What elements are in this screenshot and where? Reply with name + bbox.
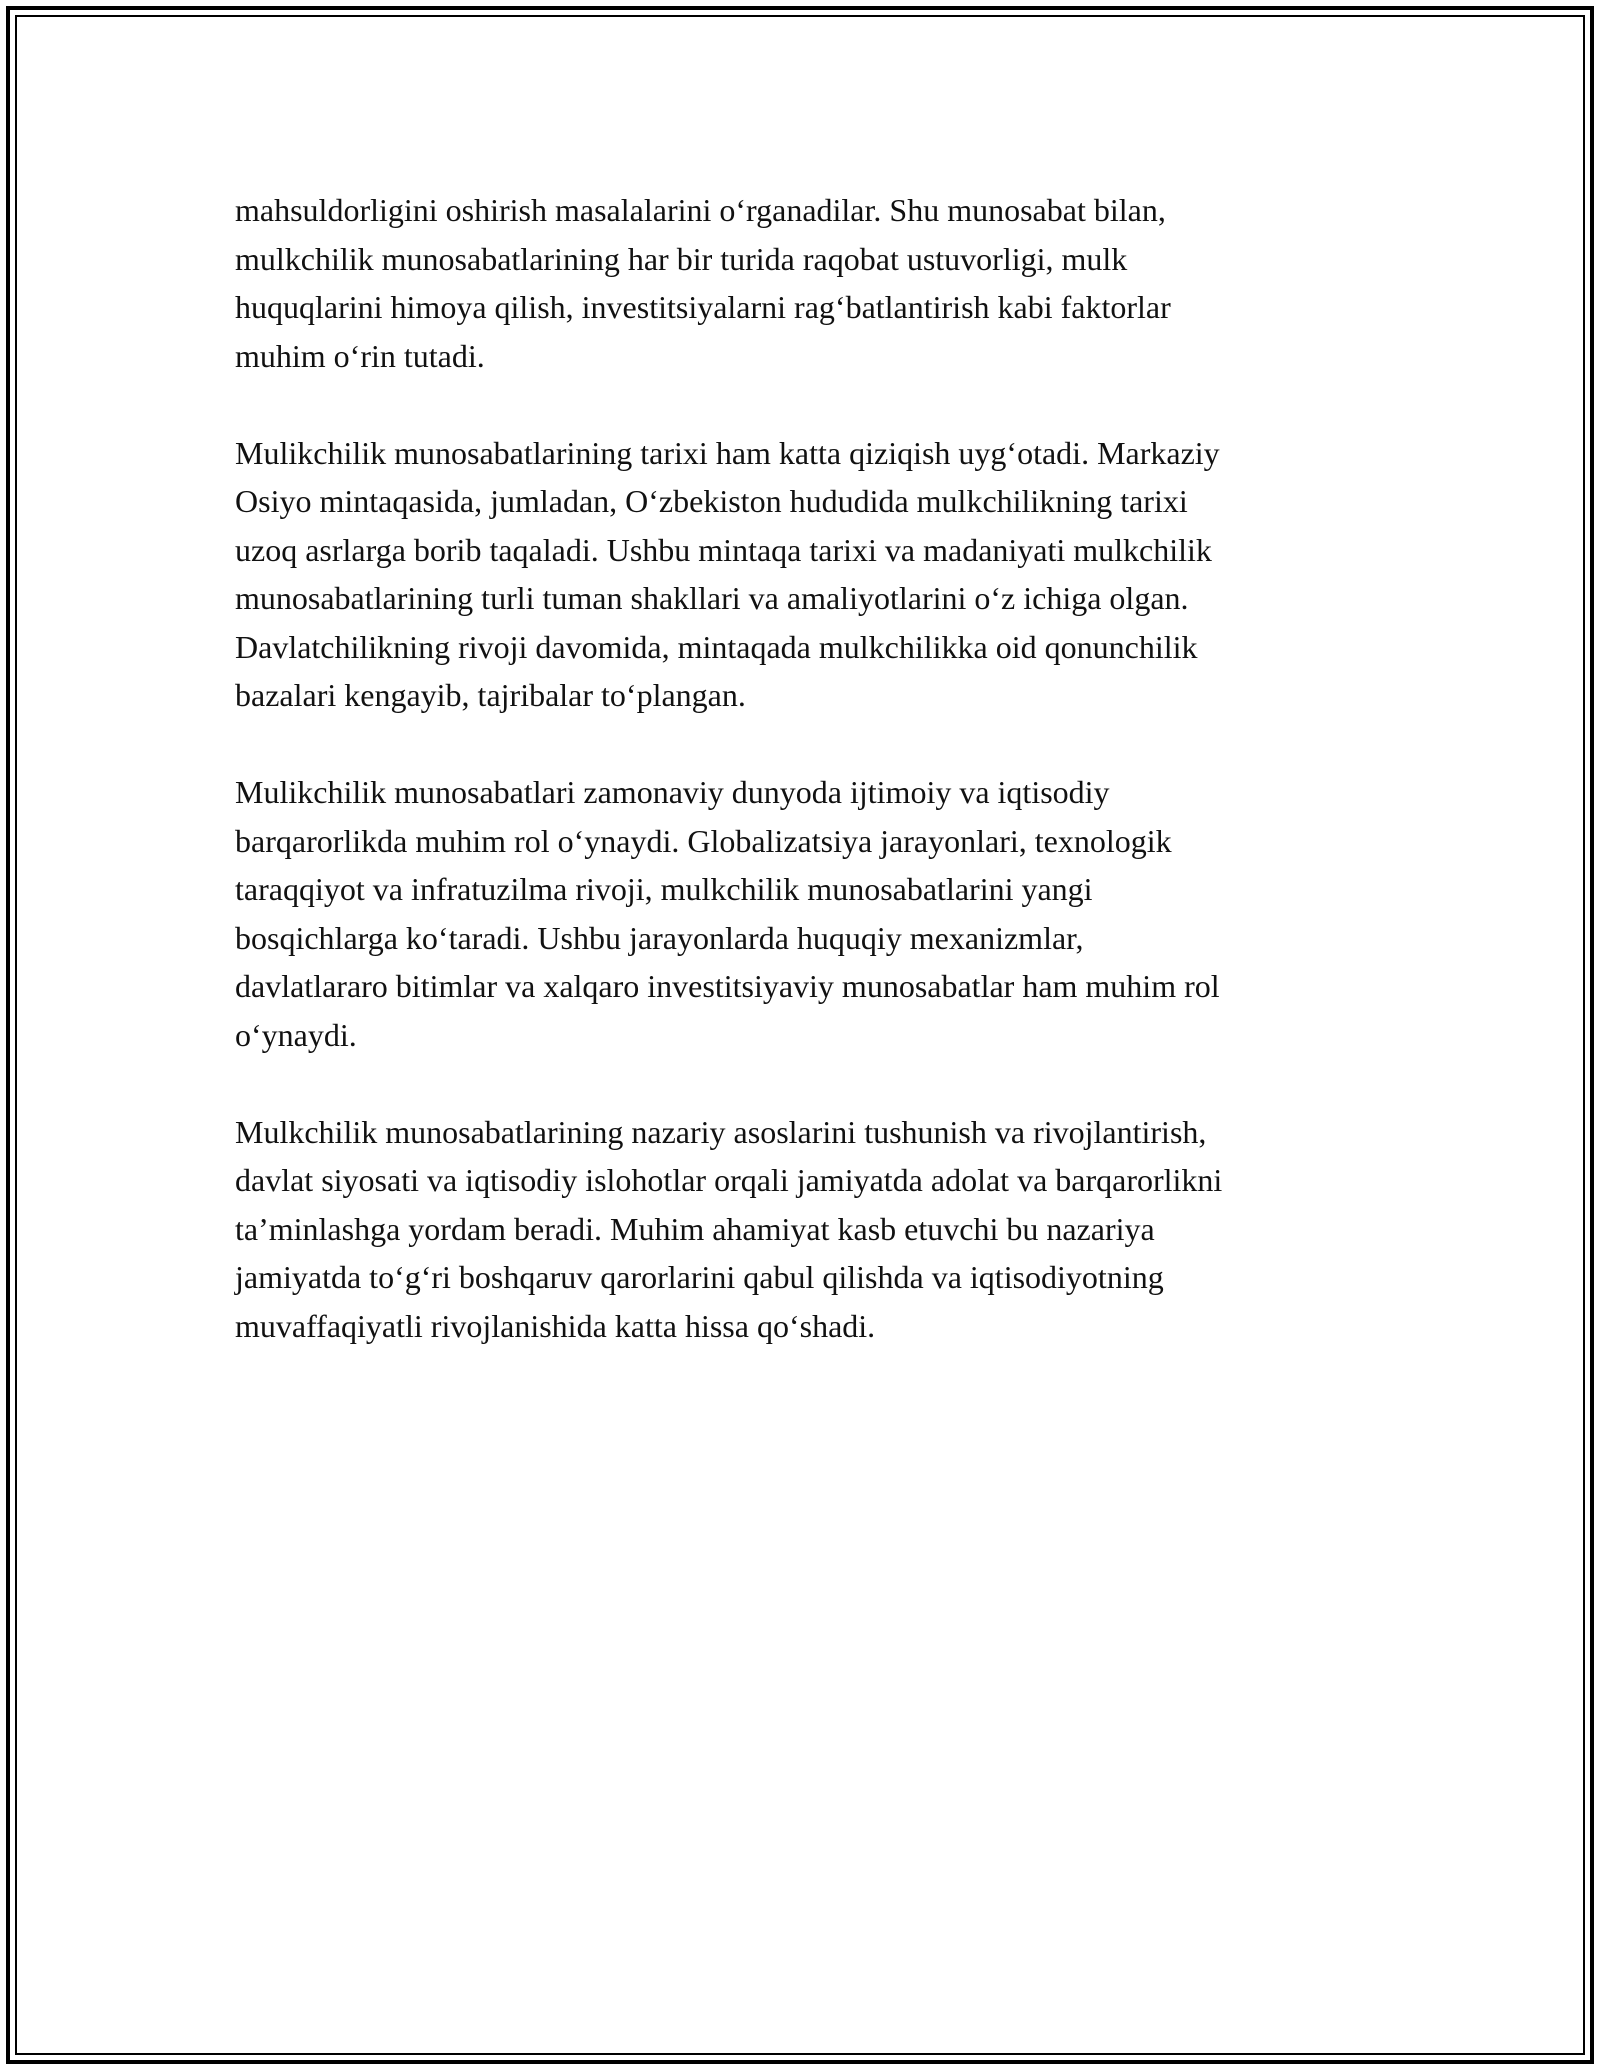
- text-line: muvaffaqiyatli rivojlanishida katta hissa qo‘shadi.: [235, 1307, 876, 1344]
- text-line: Mulikchilik munosabatlari zamonaviy dunyoda ijtimoiy va iqtisodiy: [235, 774, 1110, 810]
- text-line: Osiyo mintaqasida, jumladan, O‘zbekiston hududida mulkchilikning tarixi: [235, 483, 1188, 519]
- text-line: uzoq asrlarga borib taqaladi. Ushbu mintaqa tarixi va madaniyati mulkchilik: [235, 531, 1212, 568]
- text-line: ta’minlashga yordam beradi. Muhim ahamiyat kasb etuvchi bu nazariya: [235, 1210, 1155, 1247]
- text-line: davlatlararo bitimlar va xalqaro investitsiyaviy munosabatlar ham muhim rol: [235, 968, 1220, 1004]
- text-line: mulkchilik munosabatlarining har bir turida raqobat ustuvorligi, mulk: [235, 240, 1128, 277]
- text-line: davlat siyosati va iqtisodiy islohotlar orqali jamiyatda adolat va barqarorlikni: [235, 1162, 1223, 1198]
- paragraph-4: [235, 1108, 1385, 1351]
- text-line: jamiyatda to‘g‘ri boshqaruv qarorlarini qabul qilishda va iqtisodiyotning: [235, 1259, 1164, 1295]
- text-line: bosqichlarga ko‘taradi. Ushbu jarayonlarda huquqiy mexanizmlar,: [235, 919, 1084, 956]
- text-line: huquqlarini himoya qilish, investitsiyalarni rag‘batlantirish kabi faktorlar: [235, 289, 1171, 325]
- text-line: muhim o‘rin tutadi.: [235, 337, 485, 374]
- paragraph-1: [235, 186, 1385, 380]
- text-line: barqarorlikda muhim rol o‘ynaydi. Globalizatsiya jarayonlari, texnologik: [235, 822, 1172, 859]
- text-line: Mulkchilik munosabatlarining nazariy asoslarini tushunish va rivojlantirish,: [235, 1113, 1207, 1150]
- text-line: o‘ynaydi.: [235, 1016, 357, 1053]
- text-line: munosabatlarining turli tuman shakllari va amaliyotlarini o‘z ichiga olgan.: [235, 580, 1189, 616]
- document-body: [235, 186, 1385, 1399]
- paragraph-3: [235, 768, 1385, 1059]
- text-line: bazalari kengayib, tajribalar to‘plangan.: [235, 677, 746, 713]
- paragraph-2: [235, 429, 1385, 720]
- text-line: Davlatchilikning rivoji davomida, mintaqada mulkchilikka oid qonunchilik: [235, 628, 1198, 665]
- text-line: mahsuldorligini oshirish masalalarini o‘rganadilar. Shu munosabat bilan,: [235, 192, 1166, 228]
- text-line: Mulikchilik munosabatlarining tarixi ham katta qiziqish uyg‘otadi. Markaziy: [235, 434, 1220, 471]
- text-line: taraqqiyot va infratuzilma rivoji, mulkchilik munosabatlarini yangi: [235, 871, 1093, 907]
